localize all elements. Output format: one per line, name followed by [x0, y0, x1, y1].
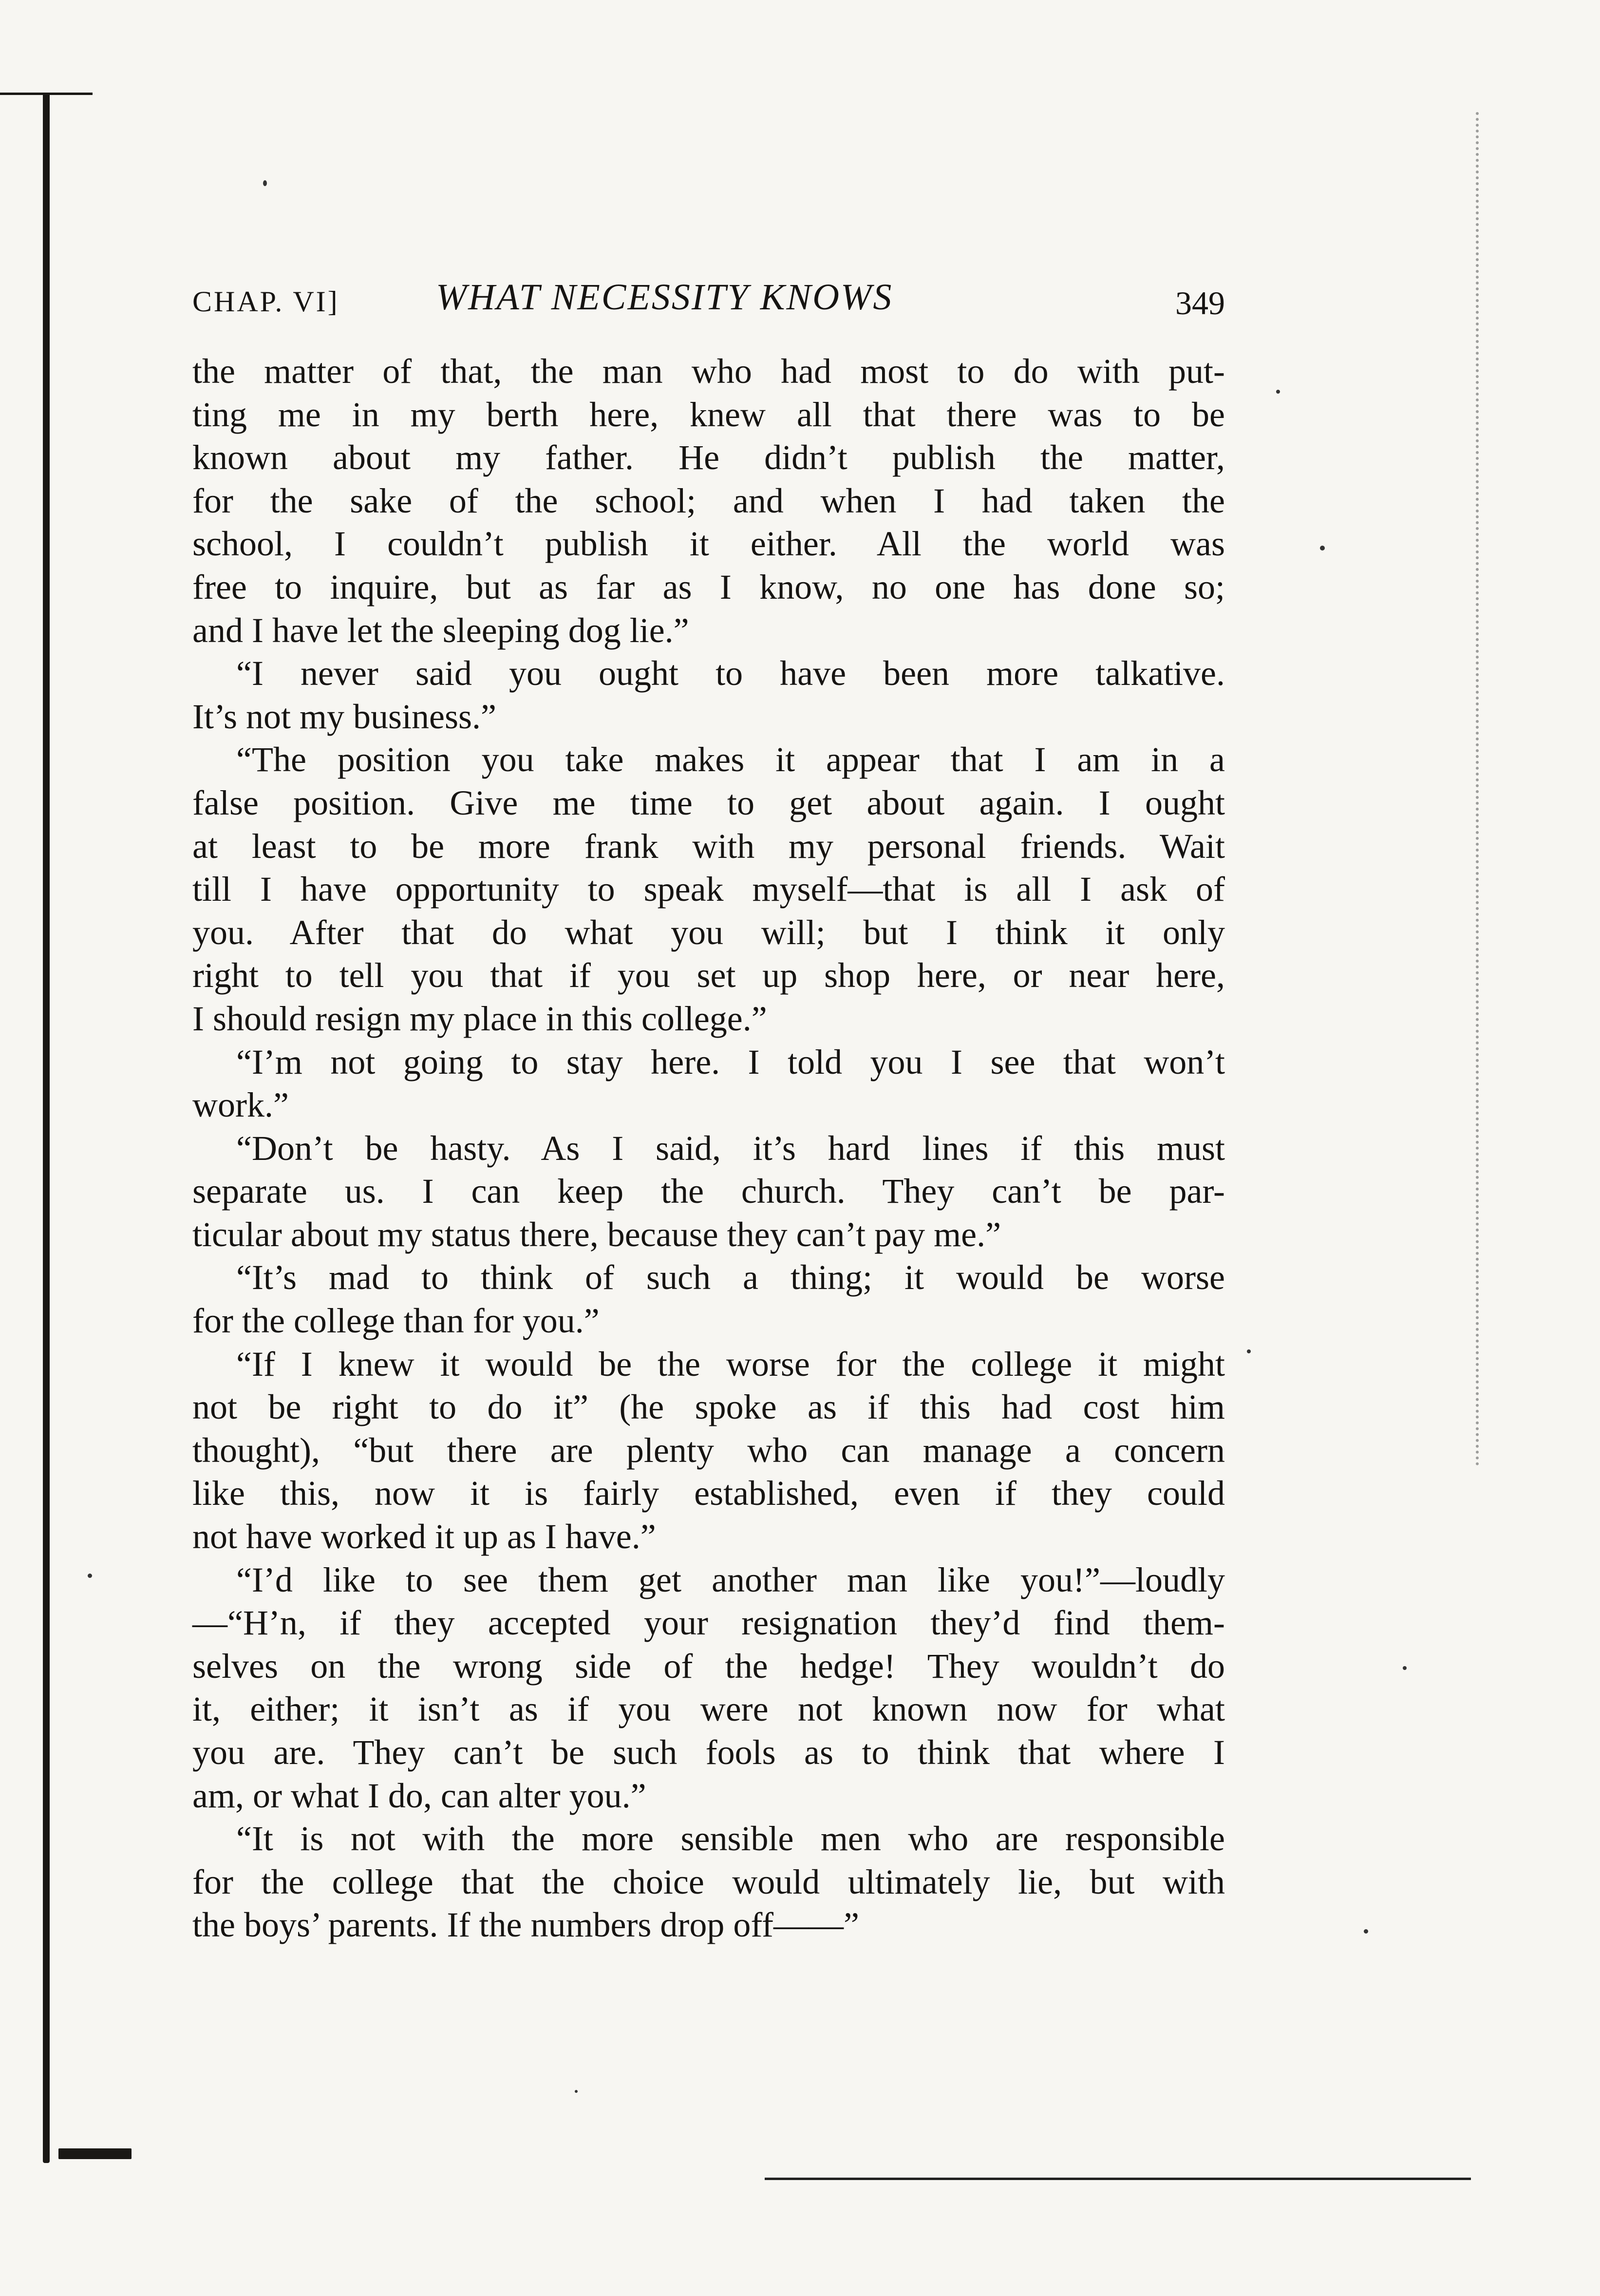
text-line: “The position you take makes it appear that I am in a [236, 740, 1225, 779]
binding-foot-mark [58, 2148, 132, 2159]
text-line: at least to be more frank with my personal friends. Wait [192, 826, 1225, 866]
text-line: and I have let the sleeping dog lie.” [192, 610, 689, 650]
text-line: I should resign my place in this college.” [192, 999, 767, 1038]
text-line: the boys’ parents. If the numbers drop off——” [192, 1905, 859, 1945]
text-line: for the college than for you.” [192, 1301, 600, 1341]
running-header [192, 270, 1225, 329]
text-line: It’s not my business.” [192, 697, 496, 736]
text-line: not be right to do it” (he spoke as if this had cost him [192, 1387, 1225, 1427]
text-line: “I never said you ought to have been more talkative. [236, 654, 1225, 693]
text-line: “I’d like to see them get another man like you!”—loudly [236, 1560, 1225, 1599]
scan-speck [1403, 1666, 1407, 1670]
text-line: for the sake of the school; and when I had taken the [192, 481, 1225, 520]
running-title: WHAT NECESSITY KNOWS [436, 277, 893, 318]
text-line: work.” [192, 1085, 289, 1125]
scan-speck [1320, 546, 1325, 550]
text-line: ting me in my berth here, knew all that there was to be [192, 395, 1225, 434]
text-line: right to tell you that if you set up shop here, or near here, [192, 956, 1225, 995]
text-line: “It’s mad to think of such a thing; it would be worse [236, 1258, 1225, 1297]
text-line: free to inquire, but as far as I know, no one has done so; [192, 567, 1225, 607]
text-line: you. After that do what you will; but I think it only [192, 912, 1225, 952]
page-number: 349 [1175, 285, 1225, 322]
text-line: selves on the wrong side of the hedge! They wouldn’t do [192, 1646, 1225, 1686]
text-line: false position. Give me time to get about again. I ought [192, 783, 1225, 822]
scan-speck [575, 2090, 578, 2093]
text-line: separate us. I can keep the church. They can’t be par- [192, 1172, 1225, 1211]
scan-speck [1247, 1349, 1251, 1353]
text-line: “It is not with the more sensible men who are responsible [236, 1819, 1225, 1859]
chapter-label: CHAP. VI] [192, 285, 339, 318]
text-line: —“H’n, if they accepted your resignation they’d find them- [192, 1603, 1225, 1643]
scan-speck [1276, 390, 1280, 394]
text-line: you are. They can’t be such fools as to think that where I [192, 1733, 1225, 1772]
text-line: like this, now it is fairly established, even if they could [192, 1474, 1225, 1513]
text-line: school, I couldn’t publish it either. All the world was [192, 524, 1225, 564]
text-line: thought), “but there are plenty who can manage a concern [192, 1430, 1225, 1470]
text-line: till I have opportunity to speak myself—that is all I ask of [192, 870, 1225, 909]
body-text [192, 350, 1225, 1947]
scan-speck [1364, 1929, 1368, 1934]
text-line: for the college that the choice would ultimately lie, but with [192, 1862, 1225, 1901]
text-line: the matter of that, the man who had most to do with put- [192, 352, 1225, 391]
text-line: known about my father. He didn’t publish the matter, [192, 438, 1225, 477]
text-line: am, or what I do, can alter you.” [192, 1776, 646, 1815]
text-line: not have worked it up as I have.” [192, 1517, 656, 1556]
bottom-rule [765, 2178, 1471, 2180]
text-line: “Don’t be hasty. As I said, it’s hard lines if this must [236, 1128, 1225, 1168]
right-page-edge [1476, 112, 1479, 1466]
scan-speck [88, 1574, 92, 1578]
text-line: it, either; it isn’t as if you were not known now for what [192, 1689, 1225, 1729]
scan-speck [263, 180, 267, 186]
text-line: ticular about my status there, because they can’t pay me.” [192, 1214, 1001, 1254]
binding-edge-rule [43, 93, 50, 2163]
text-line: “I’m not going to stay here. I told you I see that won’t [236, 1042, 1225, 1082]
text-line: “If I knew it would be the worse for the college it might [236, 1344, 1225, 1384]
